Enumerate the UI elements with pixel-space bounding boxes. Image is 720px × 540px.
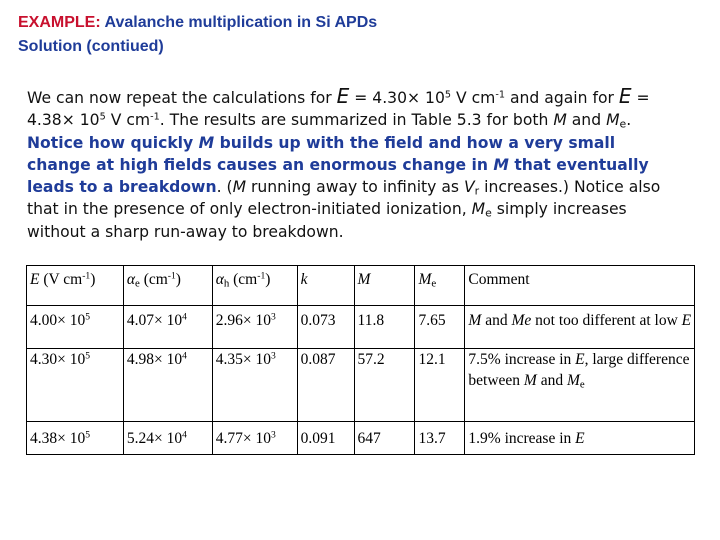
- table-row: [27, 306, 695, 349]
- comment-text: M: [468, 312, 482, 329]
- exponent: -1: [150, 111, 160, 123]
- cell-alpha-h: [212, 349, 297, 422]
- cell-text: 2.96× 10: [215, 312, 271, 329]
- subscript: h: [223, 277, 230, 290]
- cell-k: 0.087: [297, 349, 354, 422]
- cell-Me: 12.1: [415, 349, 465, 422]
- subscript: e: [619, 118, 627, 132]
- para-text: and: [566, 111, 607, 130]
- header-text: α: [126, 271, 135, 288]
- title-example-label: EXAMPLE:: [18, 14, 101, 31]
- cell-Me: 7.65: [415, 306, 465, 349]
- header-text: E: [30, 271, 40, 288]
- subscript: e: [485, 207, 492, 221]
- cell-text: 4.00× 10: [30, 312, 86, 329]
- cell-text: 4.35× 10: [215, 351, 271, 368]
- exponent: 3: [270, 429, 276, 441]
- results-table: [26, 265, 695, 455]
- symbol-M: M: [471, 200, 486, 219]
- header-text: M: [418, 271, 432, 288]
- cell-E: [27, 349, 124, 422]
- symbol-M: M: [493, 155, 509, 174]
- exponent: 5: [85, 350, 91, 362]
- cell-Me: 13.7: [415, 422, 465, 455]
- header-text: k: [300, 271, 308, 288]
- exponent: 4: [182, 350, 187, 362]
- exponent: 3: [270, 350, 276, 362]
- subscript: e: [134, 277, 140, 290]
- symbol-M: M: [198, 133, 215, 152]
- cell-text: 4.38× 10: [30, 430, 86, 447]
- symbol-E: E: [618, 84, 632, 108]
- exponent: -1: [495, 89, 506, 101]
- cell-text: 4.77× 10: [215, 430, 271, 447]
- comment-text: E: [681, 312, 692, 329]
- comment-text: 7.5% increase in: [468, 351, 576, 368]
- header-text: α: [215, 271, 224, 288]
- comment-text: and: [481, 312, 512, 329]
- para-text: . The results are summarized in Table 5.3 for both: [159, 111, 554, 130]
- exponent: 3: [270, 311, 276, 323]
- cell-comment: [465, 349, 695, 422]
- symbol-M: M: [606, 111, 620, 130]
- para-text: V cm: [451, 89, 496, 107]
- comment-text: Me: [511, 312, 532, 329]
- symbol-E: E: [336, 84, 350, 108]
- para-text: = 4.38× 10: [27, 89, 650, 130]
- para-text: .: [626, 111, 632, 130]
- exponent: -1: [257, 270, 266, 282]
- para-text: = 4.30× 10: [349, 89, 445, 107]
- subscript: e: [431, 277, 437, 290]
- comment-text: , large difference between: [468, 351, 690, 389]
- cell-k: 0.073: [297, 306, 354, 349]
- slide-subtitle: Solution (contiued): [18, 38, 164, 55]
- subscript: r: [474, 184, 480, 198]
- header-comment: Comment: [465, 266, 695, 306]
- header-alpha-e: [123, 266, 212, 306]
- exponent: 4: [182, 311, 187, 323]
- header-E: [27, 266, 124, 306]
- header-text: ): [265, 271, 271, 288]
- header-text: ): [90, 271, 96, 288]
- subscript: e: [579, 378, 585, 391]
- header-text: ): [175, 271, 181, 288]
- cell-M: 647: [354, 422, 415, 455]
- header-text: (V cm: [39, 271, 83, 288]
- table-row: [27, 422, 695, 455]
- cell-comment: [465, 306, 695, 349]
- symbol-M: M: [232, 178, 247, 197]
- slide-title: [18, 14, 377, 32]
- comment-text: not too different at low: [531, 312, 682, 329]
- cell-alpha-h: [212, 422, 297, 455]
- cell-alpha-e: [123, 306, 212, 349]
- header-text: (cm: [139, 271, 168, 288]
- para-text: builds up with the field and how a very small change at high fields causes an enormous change in: [27, 133, 616, 174]
- table-header-row: [27, 266, 695, 306]
- cell-E: [27, 306, 124, 349]
- header-k: [297, 266, 354, 306]
- header-text: (cm: [229, 271, 258, 288]
- exponent: 5: [85, 311, 91, 323]
- cell-M: 57.2: [354, 349, 415, 422]
- comment-text: M: [523, 372, 537, 389]
- para-text: simply increases without a sharp run-away to breakdown.: [27, 200, 627, 241]
- header-text: M: [357, 271, 371, 288]
- exponent: 5: [99, 111, 106, 123]
- para-text: running away to infinity as: [246, 178, 464, 197]
- cell-alpha-h: [212, 306, 297, 349]
- cell-text: 4.07× 10: [126, 312, 183, 329]
- para-text: Notice how quickly: [27, 133, 199, 152]
- para-text: increases.) Notice also that in the presence of only electron-initiated ionization,: [27, 178, 661, 219]
- para-text: . (: [216, 178, 233, 197]
- para-text: We can now repeat the calculations for: [27, 89, 337, 107]
- header-Me: [415, 266, 465, 306]
- symbol-M: M: [553, 111, 567, 130]
- cell-alpha-e: [123, 422, 212, 455]
- comment-text: E: [575, 351, 585, 368]
- para-text: and again for: [505, 89, 619, 107]
- cell-text: 5.24× 10: [126, 430, 183, 447]
- comment-text: M: [566, 372, 580, 389]
- header-M: [354, 266, 415, 306]
- comment-text: 1.9% increase in: [468, 430, 576, 447]
- exponent: 5: [444, 89, 452, 101]
- para-text: V cm: [105, 111, 151, 130]
- cell-comment: [465, 422, 695, 455]
- body-paragraph: [27, 85, 677, 243]
- comment-text: and: [536, 372, 567, 389]
- exponent: -1: [82, 270, 91, 282]
- comment-text: E: [575, 430, 585, 447]
- table-row: [27, 349, 695, 422]
- cell-E: [27, 422, 124, 455]
- cell-M: 11.8: [354, 306, 415, 349]
- exponent: -1: [167, 270, 176, 282]
- symbol-V: V: [464, 178, 475, 197]
- title-text: Avalanche multiplication in Si APDs: [100, 14, 378, 31]
- cell-k: 0.091: [297, 422, 354, 455]
- cell-text: 4.30× 10: [30, 351, 86, 368]
- para-text: that eventually leads to a breakdown: [27, 155, 649, 197]
- exponent: 4: [182, 429, 187, 441]
- header-alpha-h: [212, 266, 297, 306]
- cell-text: 4.98× 10: [126, 351, 183, 368]
- exponent: 5: [85, 429, 91, 441]
- cell-alpha-e: [123, 349, 212, 422]
